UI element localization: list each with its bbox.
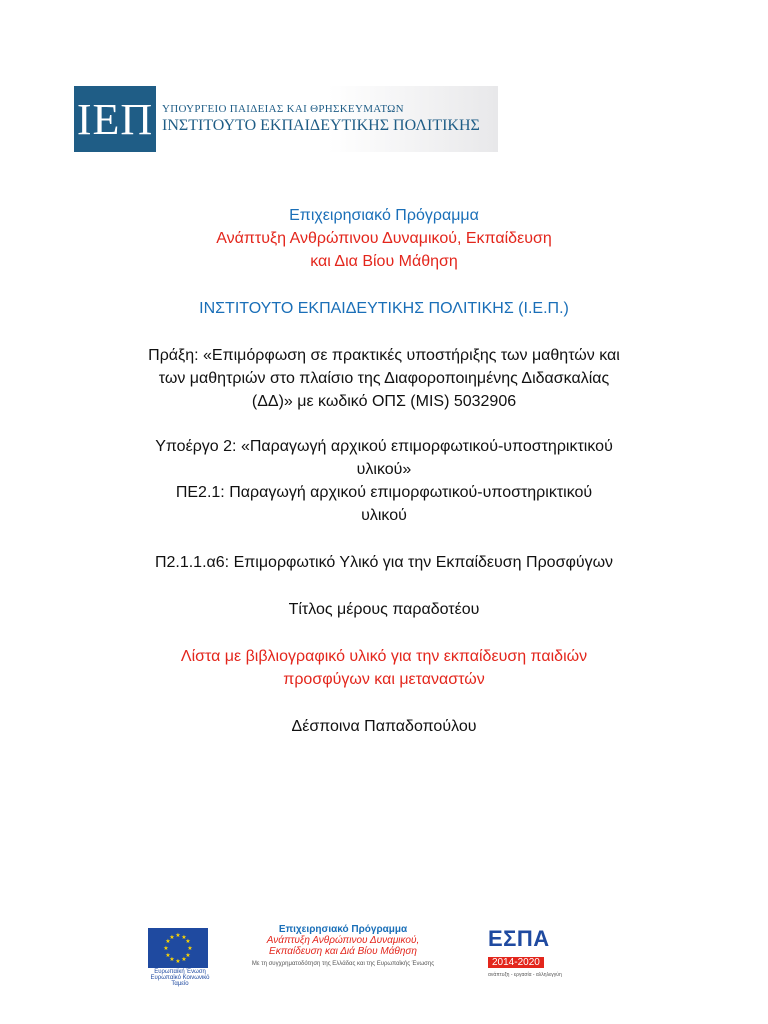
eu-caption-line1: Ευρωπαϊκή Ένωση: [154, 969, 206, 975]
svg-text:★: ★: [185, 953, 191, 959]
subproject-line1: Υποέργο 2: «Παραγωγή αρχικού επιμορφωτικού-υποστηρικτικού: [155, 438, 613, 455]
svg-text:★: ★: [175, 959, 181, 965]
svg-text:★: ★: [181, 935, 187, 941]
svg-text:★: ★: [165, 939, 171, 945]
svg-text:★: ★: [175, 933, 181, 939]
subproject-line2: υλικού»: [356, 461, 412, 478]
svg-text:★: ★: [169, 957, 175, 963]
espa-years: 2014-2020: [488, 957, 544, 968]
espa-word: ΕΣΠΑ: [488, 926, 550, 951]
svg-text:★: ★: [163, 946, 169, 952]
ministry-name: ΥΠΟΥΡΓΕΙΟ ΠΑΙΔΕΙΑΣ ΚΑΙ ΘΡΗΣΚΕΥΜΑΤΩΝ: [162, 103, 404, 115]
pe-line1: ΠΕ2.1: Παραγωγή αρχικού επιμορφωτικού-υποστηρικτικού: [175, 484, 593, 501]
eu-flag-icon: [148, 928, 208, 968]
svg-text:★: ★: [165, 953, 171, 959]
operational-program-logo: [228, 924, 458, 970]
eu-caption: [148, 969, 212, 987]
author-name: Δέσποινα Παπαδοπούλου: [291, 718, 477, 735]
deliverable-code: Π2.1.1.α6: Επιμορφωτικό Υλικό για την Εκπαίδευση Προσφύγων: [154, 554, 614, 571]
op-logo-line3: Εκπαίδευση και Διά Βίου Μάθηση: [269, 946, 417, 957]
espa-slogan: ανάπτυξη - εργασία - αλληλεγγύη: [488, 972, 562, 978]
iep-logo-text: ΙΕΠ: [76, 94, 154, 144]
iep-header-banner: [74, 86, 498, 152]
eu-caption-line2: Ευρωπαϊκό Κοινωνικό Ταμείο: [150, 975, 210, 987]
svg-text:★: ★: [187, 946, 193, 952]
institute-full-name: ΙΝΣΤΙΤΟΥΤΟ ΕΚΠΑΙΔΕΥΤΙΚΗΣ ΠΟΛΙΤΙΚΗΣ (Ι.Ε.Π.): [199, 300, 569, 317]
cover-content: [40, 204, 728, 738]
op-logo-title: Επιχειρησιακό Πρόγραμμα: [278, 924, 408, 935]
part-title-line2: προσφύγων και μεταναστών: [283, 671, 485, 688]
action-line1: Πράξη: «Επιμόρφωση σε πρακτικές υποστήριξης των μαθητών και: [148, 347, 620, 364]
part-title-line1: Λίστα με βιβλιογραφικό υλικό για την εκπαίδευση παιδιών: [180, 648, 588, 665]
action-line3: (ΔΔ)» με κωδικό ΟΠΣ (MIS) 5032906: [251, 393, 517, 410]
program-label: Επιχειρησιακό Πρόγραμμα: [289, 207, 479, 224]
program-name-line1: Ανάπτυξη Ανθρώπινου Δυναμικού, Εκπαίδευση: [216, 230, 552, 247]
iep-logo: [74, 86, 156, 152]
svg-text:★: ★: [181, 957, 187, 963]
institute-name: ΙΝΣΤΙΤΟΥΤΟ ΕΚΠΑΙΔΕΥΤΙΚΗΣ ΠΟΛΙΤΙΚΗΣ: [162, 117, 480, 134]
op-logo-line2: Ανάπτυξη Ανθρώπινου Δυναμικού,: [266, 935, 420, 946]
espa-logo: [488, 926, 578, 978]
funding-logos: [148, 920, 588, 987]
action-line2: των μαθητριών στο πλαίσιο της Διαφοροποιημένης Διδασκαλίας: [158, 370, 610, 387]
pe-line2: υλικού: [361, 507, 407, 524]
header-texts: [162, 103, 480, 135]
program-name-line2: και Δια Βίου Μάθηση: [310, 253, 458, 270]
svg-text:★: ★: [185, 939, 191, 945]
op-cofund-note: Με τη συγχρηματοδότηση της Ελλάδας και της Ευρωπαϊκής Ένωσης: [251, 961, 435, 967]
svg-text:★: ★: [169, 935, 175, 941]
part-title-label: Τίτλος μέρους παραδοτέου: [288, 601, 480, 618]
